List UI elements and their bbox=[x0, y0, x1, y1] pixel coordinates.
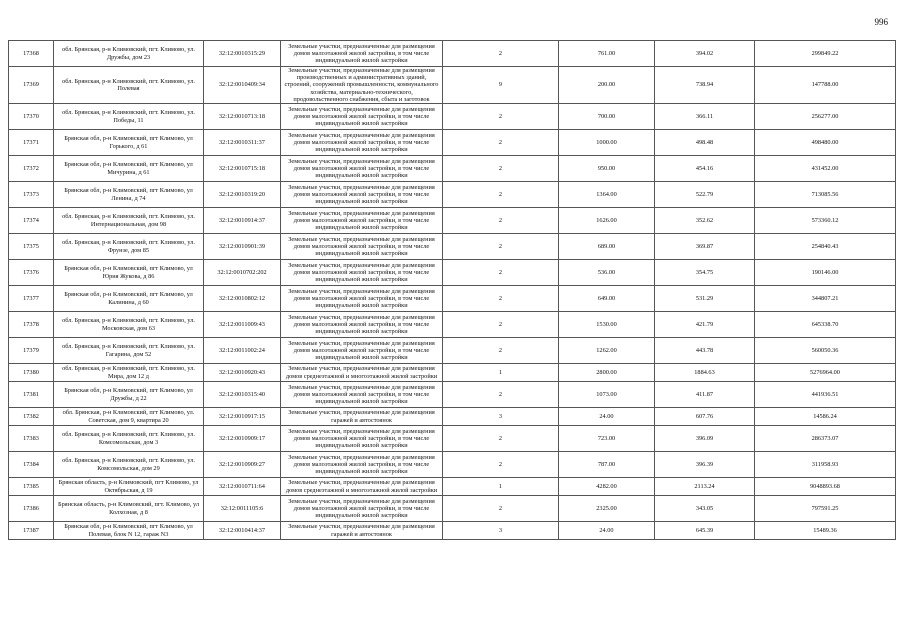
row-number-cell: 17385 bbox=[9, 478, 54, 496]
row-number-cell: 17379 bbox=[9, 338, 54, 364]
land-use-cell: Земельные участки, предназначенные для размещения домов малоэтажной жилой застройки, в том числе индивидуальной жилой застройки bbox=[281, 208, 443, 234]
address-cell: Брянская обл, р-н Климовский, пгт Климово, ул Полевая, блок N 12, гараж N3 bbox=[54, 522, 204, 540]
land-use-cell: Земельные участки, предназначенные для размещения домов среднеэтажной и многоэтажной жилой застройки bbox=[281, 364, 443, 382]
table-row bbox=[9, 478, 896, 496]
area-cell: 24.00 bbox=[559, 522, 655, 540]
cadastral-value-cell: 190146.00 bbox=[755, 260, 896, 286]
cadastral-value-cell: 286373.07 bbox=[755, 426, 896, 452]
specific-value-cell: 454.16 bbox=[655, 156, 755, 182]
table-row bbox=[9, 364, 896, 382]
cadastral-value-cell: 645338.70 bbox=[755, 312, 896, 338]
cadastral-value-cell: 713085.56 bbox=[755, 182, 896, 208]
group-cell: 2 bbox=[443, 156, 559, 182]
area-cell: 2325.00 bbox=[559, 496, 655, 522]
table-row bbox=[9, 408, 896, 426]
cadastral-number-cell: 32:12:0011002:24 bbox=[204, 338, 281, 364]
row-number-cell: 17368 bbox=[9, 41, 54, 67]
group-cell: 1 bbox=[443, 364, 559, 382]
area-cell: 200.00 bbox=[559, 67, 655, 104]
table-row bbox=[9, 286, 896, 312]
specific-value-cell: 352.62 bbox=[655, 208, 755, 234]
group-cell: 2 bbox=[443, 41, 559, 67]
cadastral-value-cell: 311958.93 bbox=[755, 452, 896, 478]
table-row bbox=[9, 234, 896, 260]
land-use-cell: Земельные участки, предназначенные для размещения домов малоэтажной жилой застройки, в том числе индивидуальной жилой застройки bbox=[281, 382, 443, 408]
row-number-cell: 17380 bbox=[9, 364, 54, 382]
land-use-cell: Земельные участки, предназначенные для размещения домов малоэтажной жилой застройки, в том числе индивидуальной жилой застройки bbox=[281, 496, 443, 522]
row-number-cell: 17370 bbox=[9, 104, 54, 130]
cadastral-number-cell: 32:12:0010409:34 bbox=[204, 67, 281, 104]
specific-value-cell: 531.29 bbox=[655, 286, 755, 312]
area-cell: 689.00 bbox=[559, 234, 655, 260]
group-cell: 9 bbox=[443, 67, 559, 104]
row-number-cell: 17371 bbox=[9, 130, 54, 156]
address-cell: Брянская область, р-н Климовский, пгт. Климово, ул Колхозная, д 8 bbox=[54, 496, 204, 522]
table-row bbox=[9, 156, 896, 182]
cadastral-value-cell: 299849.22 bbox=[755, 41, 896, 67]
table-row bbox=[9, 452, 896, 478]
specific-value-cell: 396.39 bbox=[655, 452, 755, 478]
group-cell: 2 bbox=[443, 426, 559, 452]
specific-value-cell: 343.05 bbox=[655, 496, 755, 522]
cadastral-number-cell: 32:12:0011009:43 bbox=[204, 312, 281, 338]
cadastral-number-cell: 32:12:0010909:27 bbox=[204, 452, 281, 478]
table-row bbox=[9, 208, 896, 234]
area-cell: 1530.00 bbox=[559, 312, 655, 338]
land-use-cell: Земельные участки, предназначенные для размещения производственных и административных зданий, строений, сооружений промышленности, коммунального хозяйства, материально-технического, продовольственного снабжения, сбыта и заготовок bbox=[281, 67, 443, 104]
group-cell: 2 bbox=[443, 130, 559, 156]
table-row bbox=[9, 260, 896, 286]
land-use-cell: Земельные участки, предназначенные для размещения домов малоэтажной жилой застройки, в том числе индивидуальной жилой застройки bbox=[281, 426, 443, 452]
specific-value-cell: 369.87 bbox=[655, 234, 755, 260]
cadastral-value-cell: 5276964.00 bbox=[755, 364, 896, 382]
table-row bbox=[9, 426, 896, 452]
land-use-cell: Земельные участки, предназначенные для размещения домов малоэтажной жилой застройки, в том числе индивидуальной жилой застройки bbox=[281, 41, 443, 67]
cadastral-number-cell: 32:12:0011105:6 bbox=[204, 496, 281, 522]
specific-value-cell: 394.02 bbox=[655, 41, 755, 67]
address-cell: Брянская обл, р-н Климовский, пгт Климово, ул Калинина, д 60 bbox=[54, 286, 204, 312]
table-row bbox=[9, 182, 896, 208]
row-number-cell: 17381 bbox=[9, 382, 54, 408]
area-cell: 950.00 bbox=[559, 156, 655, 182]
cadastral-value-cell: 431452.00 bbox=[755, 156, 896, 182]
cadastral-value-cell: 573360.12 bbox=[755, 208, 896, 234]
area-cell: 24.00 bbox=[559, 408, 655, 426]
address-cell: Брянская обл, р-н Климовский, пгт Климово, ул Мичурина, д 61 bbox=[54, 156, 204, 182]
table-row bbox=[9, 312, 896, 338]
specific-value-cell: 396.09 bbox=[655, 426, 755, 452]
row-number-cell: 17382 bbox=[9, 408, 54, 426]
cadastral-value-cell: 344807.21 bbox=[755, 286, 896, 312]
cadastral-value-cell: 498480.00 bbox=[755, 130, 896, 156]
area-cell: 649.00 bbox=[559, 286, 655, 312]
cadastral-number-cell: 32:12:0010914:37 bbox=[204, 208, 281, 234]
address-cell: обл. Брянская, р-н Климовский, пгт. Климово, ул. Гагарина, дом 52 bbox=[54, 338, 204, 364]
address-cell: обл. Брянская, р-н Климовский, пгт Климово, ул. Советская, дом 9, квартира 20 bbox=[54, 408, 204, 426]
area-cell: 723.00 bbox=[559, 426, 655, 452]
table-row bbox=[9, 130, 896, 156]
land-use-cell: Земельные участки, предназначенные для размещения домов малоэтажной жилой застройки, в том числе индивидуальной жилой застройки bbox=[281, 312, 443, 338]
cadastral-value-cell: 441936.51 bbox=[755, 382, 896, 408]
table-row bbox=[9, 104, 896, 130]
address-cell: Брянская обл, р-н Климовский, пгт Климово, ул Ленина, д 74 bbox=[54, 182, 204, 208]
group-cell: 2 bbox=[443, 182, 559, 208]
row-number-cell: 17369 bbox=[9, 67, 54, 104]
land-use-cell: Земельные участки, предназначенные для размещения домов малоэтажной жилой застройки, в том числе индивидуальной жилой застройки bbox=[281, 260, 443, 286]
address-cell: Брянская обл, р-н Климовский, пгт Климово, ул Дружбы, д 22 bbox=[54, 382, 204, 408]
specific-value-cell: 421.79 bbox=[655, 312, 755, 338]
specific-value-cell: 645.39 bbox=[655, 522, 755, 540]
specific-value-cell: 366.11 bbox=[655, 104, 755, 130]
table-row bbox=[9, 382, 896, 408]
address-cell: обл. Брянская, р-н Климовский, пгт. Климово, ул. Фрунзе, дом 85 bbox=[54, 234, 204, 260]
group-cell: 2 bbox=[443, 496, 559, 522]
row-number-cell: 17372 bbox=[9, 156, 54, 182]
land-use-cell: Земельные участки, предназначенные для размещения домов малоэтажной жилой застройки, в том числе индивидуальной жилой застройки bbox=[281, 452, 443, 478]
row-number-cell: 17375 bbox=[9, 234, 54, 260]
specific-value-cell: 411.87 bbox=[655, 382, 755, 408]
group-cell: 2 bbox=[443, 104, 559, 130]
land-use-cell: Земельные участки, предназначенные для размещения гаражей и автостоянок bbox=[281, 522, 443, 540]
row-number-cell: 17387 bbox=[9, 522, 54, 540]
address-cell: обл. Брянская, р-н Климовский, пгт. Климово, ул. Полевая bbox=[54, 67, 204, 104]
group-cell: 2 bbox=[443, 260, 559, 286]
area-cell: 1262.00 bbox=[559, 338, 655, 364]
group-cell: 2 bbox=[443, 208, 559, 234]
group-cell: 2 bbox=[443, 452, 559, 478]
area-cell: 761.00 bbox=[559, 41, 655, 67]
specific-value-cell: 2113.24 bbox=[655, 478, 755, 496]
row-number-cell: 17383 bbox=[9, 426, 54, 452]
cadastral-value-cell: 560050.36 bbox=[755, 338, 896, 364]
row-number-cell: 17376 bbox=[9, 260, 54, 286]
row-number-cell: 17373 bbox=[9, 182, 54, 208]
table-body bbox=[9, 41, 896, 540]
page-number: 996 bbox=[874, 17, 888, 27]
cadastral-number-cell: 32:12:0010319:20 bbox=[204, 182, 281, 208]
group-cell: 3 bbox=[443, 522, 559, 540]
row-number-cell: 17374 bbox=[9, 208, 54, 234]
group-cell: 2 bbox=[443, 234, 559, 260]
row-number-cell: 17386 bbox=[9, 496, 54, 522]
cadastral-value-cell: 15489.36 bbox=[755, 522, 896, 540]
address-cell: обл. Брянская, р-н Климовский, пгт. Климово, ул. Мира, дом 12 д bbox=[54, 364, 204, 382]
address-cell: обл. Брянская, р-н Климовский, пгт. Климово, ул. Дружбы, дом 23 bbox=[54, 41, 204, 67]
group-cell: 2 bbox=[443, 312, 559, 338]
table-row bbox=[9, 67, 896, 104]
cadastral-number-cell: 32:12:0010901:39 bbox=[204, 234, 281, 260]
specific-value-cell: 522.79 bbox=[655, 182, 755, 208]
land-use-cell: Земельные участки, предназначенные для размещения домов малоэтажной жилой застройки, в том числе индивидуальной жилой застройки bbox=[281, 286, 443, 312]
specific-value-cell: 607.76 bbox=[655, 408, 755, 426]
area-cell: 1364.00 bbox=[559, 182, 655, 208]
cadastral-value-cell: 254840.43 bbox=[755, 234, 896, 260]
address-cell: обл. Брянская, р-н Климовский, пгт. Климово, ул. Московская, дом 63 bbox=[54, 312, 204, 338]
area-cell: 1073.00 bbox=[559, 382, 655, 408]
cadastral-value-cell: 256277.00 bbox=[755, 104, 896, 130]
land-use-cell: Земельные участки, предназначенные для размещения домов малоэтажной жилой застройки, в том числе индивидуальной жилой застройки bbox=[281, 156, 443, 182]
row-number-cell: 17384 bbox=[9, 452, 54, 478]
cadastral-number-cell: 32:12:0010917:15 bbox=[204, 408, 281, 426]
area-cell: 1626.00 bbox=[559, 208, 655, 234]
land-use-cell: Земельные участки, предназначенные для размещения гаражей и автостоянок bbox=[281, 408, 443, 426]
row-number-cell: 17377 bbox=[9, 286, 54, 312]
specific-value-cell: 443.78 bbox=[655, 338, 755, 364]
cadastral-number-cell: 32:12:0010909:17 bbox=[204, 426, 281, 452]
specific-value-cell: 498.48 bbox=[655, 130, 755, 156]
area-cell: 4282.00 bbox=[559, 478, 655, 496]
table-row bbox=[9, 522, 896, 540]
cadastral-value-cell: 147788.00 bbox=[755, 67, 896, 104]
area-cell: 700.00 bbox=[559, 104, 655, 130]
cadastral-value-table bbox=[8, 40, 896, 540]
address-cell: обл. Брянская, р-н Климовский, пгт. Климово, ул. Комсомольская, дом 3 bbox=[54, 426, 204, 452]
area-cell: 787.00 bbox=[559, 452, 655, 478]
area-cell: 536.00 bbox=[559, 260, 655, 286]
specific-value-cell: 738.94 bbox=[655, 67, 755, 104]
land-use-cell: Земельные участки, предназначенные для размещения домов малоэтажной жилой застройки, в том числе индивидуальной жилой застройки bbox=[281, 338, 443, 364]
row-number-cell: 17378 bbox=[9, 312, 54, 338]
cadastral-value-cell: 14586.24 bbox=[755, 408, 896, 426]
land-use-cell: Земельные участки, предназначенные для размещения домов малоэтажной жилой застройки, в том числе индивидуальной жилой застройки bbox=[281, 104, 443, 130]
cadastral-number-cell: 32:12:0010315:40 bbox=[204, 382, 281, 408]
cadastral-number-cell: 32:12:0010711:64 bbox=[204, 478, 281, 496]
cadastral-number-cell: 32:12:0010715:18 bbox=[204, 156, 281, 182]
table-row bbox=[9, 496, 896, 522]
address-cell: обл. Брянская, р-н Климовский, пгт. Климово, ул. Комсомольская, дом 29 bbox=[54, 452, 204, 478]
land-use-cell: Земельные участки, предназначенные для размещения домов малоэтажной жилой застройки, в том числе индивидуальной жилой застройки bbox=[281, 130, 443, 156]
cadastral-number-cell: 32:12:0010920:43 bbox=[204, 364, 281, 382]
cadastral-number-cell: 32:12:0010802:12 bbox=[204, 286, 281, 312]
area-cell: 2800.00 bbox=[559, 364, 655, 382]
cadastral-number-cell: 32:12:0010311:37 bbox=[204, 130, 281, 156]
land-use-cell: Земельные участки, предназначенные для размещения домов малоэтажной жилой застройки, в том числе индивидуальной жилой застройки bbox=[281, 234, 443, 260]
cadastral-number-cell: 32:12:0010702:202 bbox=[204, 260, 281, 286]
group-cell: 2 bbox=[443, 286, 559, 312]
land-use-cell: Земельные участки, предназначенные для размещения домов среднеэтажной и многоэтажной жилой застройки bbox=[281, 478, 443, 496]
address-cell: обл. Брянская, р-н Климовский, пгт. Климово, ул. Интернациональная, дом 98 bbox=[54, 208, 204, 234]
table-row bbox=[9, 41, 896, 67]
address-cell: Брянская обл, р-н Климовский, пгт Климово, ул Горького, д 61 bbox=[54, 130, 204, 156]
specific-value-cell: 354.75 bbox=[655, 260, 755, 286]
cadastral-number-cell: 32:12:0010315:29 bbox=[204, 41, 281, 67]
cadastral-number-cell: 32:12:0010414:37 bbox=[204, 522, 281, 540]
address-cell: Брянская обл, р-н Климовский, пгт Климово, ул Юрия Жукова, д 86 bbox=[54, 260, 204, 286]
group-cell: 2 bbox=[443, 338, 559, 364]
group-cell: 2 bbox=[443, 382, 559, 408]
address-cell: Брянская область, р-н Климовский, пгт Климово, ул Октябрьская, д 19 bbox=[54, 478, 204, 496]
cadastral-number-cell: 32:12:0010713:18 bbox=[204, 104, 281, 130]
group-cell: 1 bbox=[443, 478, 559, 496]
address-cell: обл. Брянская, р-н Климовский, пгт. Климово, ул. Победы, 11 bbox=[54, 104, 204, 130]
area-cell: 1000.00 bbox=[559, 130, 655, 156]
cadastral-value-cell: 797591.25 bbox=[755, 496, 896, 522]
group-cell: 3 bbox=[443, 408, 559, 426]
cadastral-value-cell: 9048893.68 bbox=[755, 478, 896, 496]
land-use-cell: Земельные участки, предназначенные для размещения домов малоэтажной жилой застройки, в том числе индивидуальной жилой застройки bbox=[281, 182, 443, 208]
specific-value-cell: 1884.63 bbox=[655, 364, 755, 382]
table-row bbox=[9, 338, 896, 364]
